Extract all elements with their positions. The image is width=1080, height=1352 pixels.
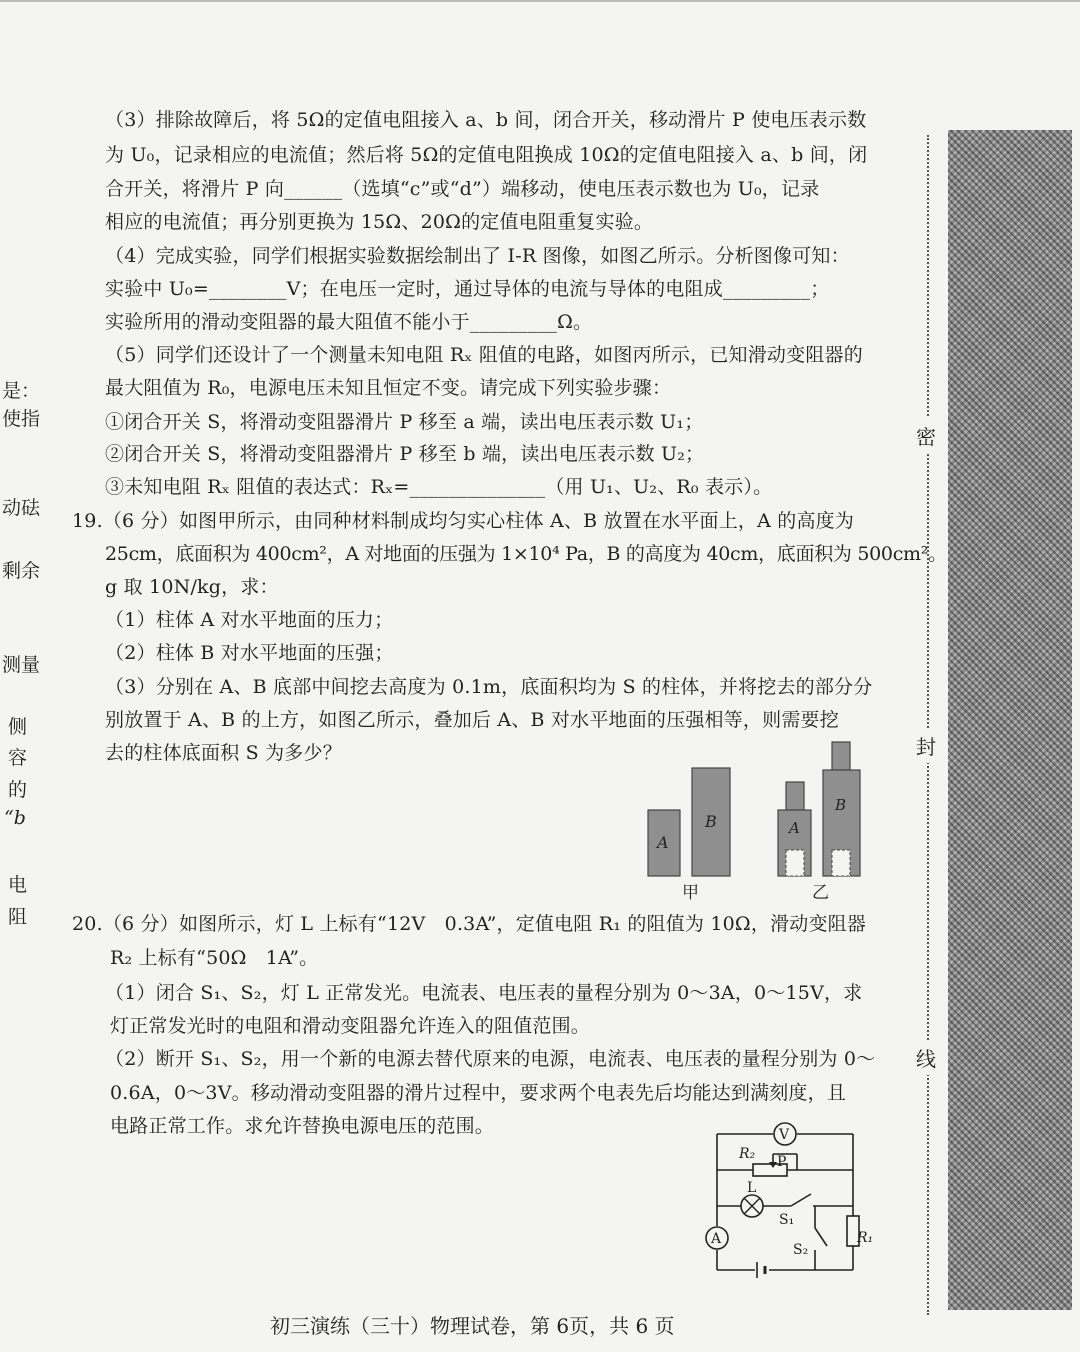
seal-char-mi: 密 xyxy=(914,418,938,453)
text-line: 实验中 U₀=________V；在电压一定时，通过导体的电流与导体的电阻成_________； xyxy=(105,278,830,300)
text-line: 灯正常发光时的电阻和滑动变阻器允许连入的阻值范围。 xyxy=(110,1015,591,1037)
figure-20-circuit xyxy=(695,1118,875,1278)
ammeter-label: A xyxy=(711,1231,722,1247)
text-line: 为 U₀，记录相应的电流值；然后将 5Ω的定值电阻换成 10Ω的定值电阻接入 a、b 间，闭 xyxy=(105,144,868,166)
seal-shaded-band xyxy=(948,130,1072,1310)
seal-char-feng: 封 xyxy=(914,728,938,763)
margin-fragment: 使指 xyxy=(2,408,41,430)
label-s1: S₁ xyxy=(779,1212,795,1228)
text-line: （5）同学们还设计了一个测量未知电阻 Rₓ 阻值的电路，如图丙所示，已知滑动变阻器的 xyxy=(105,344,863,366)
voltmeter-label: V xyxy=(779,1127,790,1143)
question-19-stem: 19.（6 分）如图甲所示，由同种材料制成均匀实心柱体 A、B 放置在水平面上，A 的高度为 xyxy=(72,510,855,532)
text-line: 最大阻值为 R₀，电源电压未知且恒定不变。请完成下列实验步骤： xyxy=(105,377,672,399)
text-line: 实验所用的滑动变阻器的最大阻值不能小于_________Ω。 xyxy=(105,311,593,333)
text-line: 0.6A，0～3V。移动滑动变阻器的滑片过程中，要求两个电表先后均能达到满刻度，且 xyxy=(110,1082,847,1104)
label-r1: R₁ xyxy=(857,1230,874,1246)
margin-fragment: “b xyxy=(4,807,26,829)
label-l: L xyxy=(747,1180,757,1196)
margin-fragment: 是： xyxy=(2,380,41,402)
page-top-edge xyxy=(0,0,1080,2)
text-line: （2）柱体 B 对水平地面的压强； xyxy=(105,642,394,664)
label-jia: 甲 xyxy=(682,883,699,903)
label-b-jia: B xyxy=(705,812,717,831)
label-a-yi: A xyxy=(789,819,800,837)
pillar-b-hollow xyxy=(832,850,850,876)
label-yi: 乙 xyxy=(812,883,829,903)
label-r2: R₂ xyxy=(739,1146,756,1162)
margin-fragment: 电 xyxy=(8,874,28,896)
label-s2: S₂ xyxy=(793,1242,809,1258)
label-a-jia: A xyxy=(657,833,669,852)
margin-fragment: 阻 xyxy=(8,906,28,928)
text-line: 电路正常工作。求允许替换电源电压的范围。 xyxy=(110,1115,495,1137)
label-b-yi: B xyxy=(835,796,847,814)
label-p: P xyxy=(777,1154,787,1170)
text-line: g 取 10N/kg，求： xyxy=(105,576,279,598)
margin-fragment: 动砝 xyxy=(2,497,41,519)
page-footer: 初三演练（三十）物理试卷，第 6页，共 6 页 xyxy=(270,1314,675,1338)
margin-fragment: 容 xyxy=(8,747,28,769)
text-line: （2）断开 S₁、S₂，用一个新的电源去替代原来的电源，电流表、电压表的量程分别为 0～ xyxy=(105,1048,876,1070)
text-line: ②闭合开关 S，将滑动变阻器滑片 P 移至 b 端，读出电压表示数 U₂； xyxy=(105,443,705,465)
text-line: 合开关，将滑片 P 向______（选填“c”或“d”）端移动，使电压表示数也为 U₀，记录 xyxy=(105,178,820,200)
text-line: （4）完成实验，同学们根据实验数据绘制出了 I-R 图像，如图乙所示。分析图像可知： xyxy=(105,245,850,267)
margin-fragment: 侧 xyxy=(8,716,28,738)
text-line: ③未知电阻 Rₓ 阻值的表达式：Rₓ=______________（用 U₁、U₂、R₀ 表示）。 xyxy=(105,476,773,498)
margin-fragment: 的 xyxy=(8,779,28,801)
margin-fragment: 剩余 xyxy=(2,560,41,582)
text-line: R₂ 上标有“50Ω 1A”。 xyxy=(110,947,319,969)
question-20-stem: 20.（6 分）如图所示，灯 L 上标有“12V 0.3A”，定值电阻 R₁ 的阻值为 10Ω，滑动变阻器 xyxy=(72,913,867,935)
text-line: 别放置于 A、B 的上方，如图乙所示，叠加后 A、B 对水平地面的压强相等，则需要挖 xyxy=(105,709,839,731)
text-line: （1）柱体 A 对水平地面的压力； xyxy=(105,609,394,631)
text-line: 25cm，底面积为 400cm²，A 对地面的压强为 1×10⁴ Pa，B 的高度为 40cm，底面积为 500cm²。 xyxy=(105,543,947,565)
text-line: （3）排除故障后，将 5Ω的定值电阻接入 a、b 间，闭合开关，移动滑片 P 使电压表示数 xyxy=(105,109,867,131)
text-line: ①闭合开关 S，将滑动变阻器滑片 P 移至 a 端，读出电压表示数 U₁； xyxy=(105,411,704,433)
text-line: （3）分别在 A、B 底部中间挖去高度为 0.1m，底面积均为 S 的柱体，并将挖去的部分分 xyxy=(105,676,873,698)
seal-dotted-line xyxy=(927,135,929,1315)
pillar-a-top-piece xyxy=(786,782,804,810)
pillar-b-top-piece xyxy=(832,742,850,770)
margin-fragment: 测量 xyxy=(2,654,41,676)
pillar-a-hollow xyxy=(786,850,804,876)
text-line: 去的柱体底面积 S 为多少？ xyxy=(105,742,342,764)
text-line: （1）闭合 S₁、S₂，灯 L 正常发光。电流表、电压表的量程分别为 0～3A，0～15V，求 xyxy=(105,982,863,1004)
seal-char-xian: 线 xyxy=(914,1040,938,1075)
figure-19-pillars xyxy=(640,740,880,905)
text-line: 相应的电流值；再分别更换为 15Ω、20Ω的定值电阻重复实验。 xyxy=(105,211,654,233)
